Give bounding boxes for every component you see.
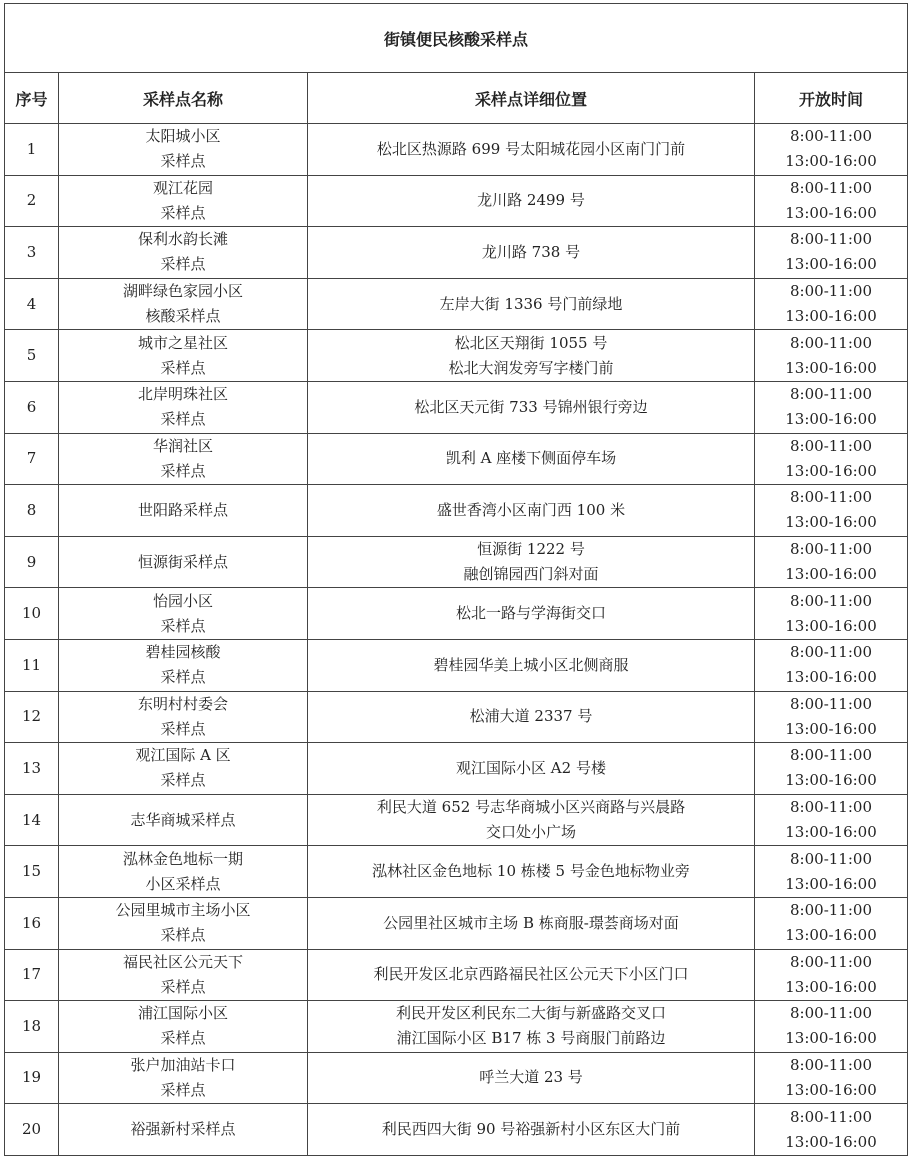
table-row bbox=[5, 691, 908, 743]
open-hours bbox=[755, 433, 908, 485]
site-location bbox=[308, 330, 755, 382]
table-row bbox=[5, 278, 908, 330]
open-hours-line: 8:00-11:00 bbox=[790, 282, 872, 301]
header-name: 采样点名称 bbox=[59, 73, 308, 124]
table-row bbox=[5, 175, 908, 227]
open-hours-line: 8:00-11:00 bbox=[790, 952, 872, 971]
site-location-line: 左岸大街 1336 号门前绿地 bbox=[439, 294, 623, 313]
row-index: 20 bbox=[5, 1104, 59, 1156]
site-name-line: 观江花园 bbox=[152, 178, 213, 197]
site-name-line: 采样点 bbox=[160, 255, 206, 274]
site-name-line: 恒源街采样点 bbox=[137, 552, 228, 571]
table-row bbox=[5, 1052, 908, 1104]
open-hours-line: 13:00-16:00 bbox=[785, 616, 877, 635]
site-location bbox=[308, 433, 755, 485]
open-hours-line: 13:00-16:00 bbox=[785, 1029, 877, 1048]
site-location-line: 松北区天元街 733 号锦州银行旁边 bbox=[414, 397, 648, 416]
open-hours bbox=[755, 227, 908, 279]
site-name-line: 泓林金色地标一期 bbox=[122, 849, 243, 868]
site-location-line: 松浦大道 2337 号 bbox=[469, 707, 593, 726]
site-location-line: 龙川路 2499 号 bbox=[477, 191, 585, 210]
open-hours-line: 8:00-11:00 bbox=[790, 746, 872, 765]
site-name-line: 采样点 bbox=[160, 461, 206, 480]
open-hours-line: 8:00-11:00 bbox=[790, 798, 872, 817]
table-row bbox=[5, 846, 908, 898]
row-index: 12 bbox=[5, 691, 59, 743]
table-row bbox=[5, 330, 908, 382]
site-name-line: 小区采样点 bbox=[145, 874, 221, 893]
site-name-line: 怡园小区 bbox=[152, 591, 213, 610]
site-name bbox=[59, 433, 308, 485]
site-location-line: 呼兰大道 23 号 bbox=[479, 1068, 583, 1087]
site-name-line: 采样点 bbox=[160, 410, 206, 429]
site-location bbox=[308, 588, 755, 640]
table-row bbox=[5, 639, 908, 691]
site-location bbox=[308, 1104, 755, 1156]
site-name-line: 采样点 bbox=[160, 616, 206, 635]
open-hours-line: 13:00-16:00 bbox=[785, 410, 877, 429]
open-hours-line: 8:00-11:00 bbox=[790, 1004, 872, 1023]
open-hours bbox=[755, 330, 908, 382]
site-name-line: 采样点 bbox=[160, 358, 206, 377]
site-name-line: 湖畔绿色家园小区 bbox=[122, 282, 243, 301]
site-name bbox=[59, 124, 308, 176]
table-title: 街镇便民核酸采样点 bbox=[5, 4, 908, 73]
site-name-line: 采样点 bbox=[160, 719, 206, 738]
site-name bbox=[59, 381, 308, 433]
site-name bbox=[59, 485, 308, 537]
site-name bbox=[59, 846, 308, 898]
site-location bbox=[308, 897, 755, 949]
header-hours: 开放时间 bbox=[755, 73, 908, 124]
site-location bbox=[308, 691, 755, 743]
title-row bbox=[5, 4, 908, 73]
open-hours-line: 8:00-11:00 bbox=[790, 127, 872, 146]
site-name-line: 采样点 bbox=[160, 152, 206, 171]
open-hours-line: 13:00-16:00 bbox=[785, 977, 877, 996]
open-hours-line: 8:00-11:00 bbox=[790, 849, 872, 868]
site-location-line: 松北大润发旁写字楼门前 bbox=[448, 358, 614, 377]
open-hours bbox=[755, 743, 908, 795]
open-hours-line: 8:00-11:00 bbox=[790, 385, 872, 404]
table-row bbox=[5, 588, 908, 640]
site-name-line: 城市之星社区 bbox=[137, 333, 228, 352]
open-hours-line: 13:00-16:00 bbox=[785, 461, 877, 480]
open-hours-line: 13:00-16:00 bbox=[785, 152, 877, 171]
row-index: 14 bbox=[5, 794, 59, 846]
site-name bbox=[59, 227, 308, 279]
site-location bbox=[308, 175, 755, 227]
site-name bbox=[59, 175, 308, 227]
site-name-line: 东明村村委会 bbox=[137, 694, 228, 713]
site-name-line: 采样点 bbox=[160, 1080, 206, 1099]
open-hours-line: 8:00-11:00 bbox=[790, 643, 872, 662]
open-hours bbox=[755, 1052, 908, 1104]
open-hours bbox=[755, 846, 908, 898]
open-hours bbox=[755, 588, 908, 640]
open-hours bbox=[755, 278, 908, 330]
site-name-line: 采样点 bbox=[160, 926, 206, 945]
open-hours bbox=[755, 794, 908, 846]
open-hours-line: 13:00-16:00 bbox=[785, 203, 877, 222]
row-index: 4 bbox=[5, 278, 59, 330]
site-name-line: 采样点 bbox=[160, 977, 206, 996]
site-name-line: 北岸明珠社区 bbox=[137, 385, 228, 404]
table-row bbox=[5, 124, 908, 176]
site-location-line: 浦江国际小区 B17 栋 3 号商服门前路边 bbox=[396, 1029, 666, 1048]
site-location-line: 松北一路与学海街交口 bbox=[455, 604, 606, 623]
open-hours-line: 13:00-16:00 bbox=[785, 1080, 877, 1099]
row-index: 1 bbox=[5, 124, 59, 176]
row-index: 3 bbox=[5, 227, 59, 279]
site-name-line: 核酸采样点 bbox=[145, 307, 221, 326]
table-row bbox=[5, 1001, 908, 1053]
open-hours-line: 8:00-11:00 bbox=[790, 436, 872, 455]
site-name-line: 裕强新村采样点 bbox=[130, 1120, 236, 1139]
table-row bbox=[5, 485, 908, 537]
site-name-line: 采样点 bbox=[160, 668, 206, 687]
site-location bbox=[308, 485, 755, 537]
site-location-line: 利民开发区北京西路福民社区公元天下小区门口 bbox=[373, 965, 689, 984]
site-location bbox=[308, 1052, 755, 1104]
site-name-line: 华润社区 bbox=[152, 436, 213, 455]
site-location bbox=[308, 846, 755, 898]
table-row bbox=[5, 433, 908, 485]
open-hours-line: 13:00-16:00 bbox=[785, 513, 877, 532]
row-index: 6 bbox=[5, 381, 59, 433]
site-location-line: 泓林社区金色地标 10 栋楼 5 号金色地标物业旁 bbox=[372, 862, 690, 881]
open-hours bbox=[755, 949, 908, 1001]
open-hours-line: 13:00-16:00 bbox=[785, 668, 877, 687]
table-row bbox=[5, 1104, 908, 1156]
open-hours bbox=[755, 897, 908, 949]
open-hours-line: 13:00-16:00 bbox=[785, 823, 877, 842]
open-hours-line: 8:00-11:00 bbox=[790, 178, 872, 197]
row-index: 9 bbox=[5, 536, 59, 588]
table-row bbox=[5, 227, 908, 279]
site-location bbox=[308, 794, 755, 846]
open-hours bbox=[755, 691, 908, 743]
open-hours bbox=[755, 175, 908, 227]
site-name bbox=[59, 1052, 308, 1104]
site-name-line: 太阳城小区 bbox=[145, 127, 221, 146]
site-location-line: 利民开发区利民东二大街与新盛路交叉口 bbox=[395, 1004, 666, 1023]
site-location-line: 盛世香湾小区南门西 100 米 bbox=[436, 500, 626, 519]
table-row bbox=[5, 794, 908, 846]
site-location-line: 凯利 A 座楼下侧面停车场 bbox=[445, 449, 617, 468]
open-hours bbox=[755, 124, 908, 176]
row-index: 16 bbox=[5, 897, 59, 949]
site-name bbox=[59, 588, 308, 640]
site-location-line: 观江国际小区 A2 号楼 bbox=[456, 758, 606, 777]
site-location-line: 碧桂园华美上城小区北侧商服 bbox=[433, 655, 629, 674]
row-index: 17 bbox=[5, 949, 59, 1001]
open-hours-line: 13:00-16:00 bbox=[785, 1132, 877, 1151]
site-name-line: 公园里城市主场小区 bbox=[115, 901, 251, 920]
site-name-line: 福民社区公元天下 bbox=[122, 952, 243, 971]
open-hours-line: 8:00-11:00 bbox=[790, 488, 872, 507]
site-location-line: 融创锦园西门斜对面 bbox=[463, 565, 599, 584]
open-hours-line: 13:00-16:00 bbox=[785, 926, 877, 945]
open-hours-line: 13:00-16:00 bbox=[785, 255, 877, 274]
header-row bbox=[5, 73, 908, 124]
site-location-line: 松北区天翔街 1055 号 bbox=[454, 333, 608, 352]
row-index: 13 bbox=[5, 743, 59, 795]
site-location-line: 利民大道 652 号志华商城小区兴商路与兴晨路 bbox=[376, 798, 686, 817]
site-location-line: 恒源街 1222 号 bbox=[477, 540, 585, 559]
site-name bbox=[59, 536, 308, 588]
row-index: 8 bbox=[5, 485, 59, 537]
table-row bbox=[5, 743, 908, 795]
open-hours-line: 13:00-16:00 bbox=[785, 719, 877, 738]
row-index: 15 bbox=[5, 846, 59, 898]
site-name-line: 浦江国际小区 bbox=[137, 1004, 228, 1023]
site-name bbox=[59, 278, 308, 330]
site-location bbox=[308, 743, 755, 795]
site-name-line: 志华商城采样点 bbox=[130, 810, 236, 829]
site-location bbox=[308, 278, 755, 330]
site-location-line: 松北区热源路 699 号太阳城花园小区南门门前 bbox=[376, 139, 686, 158]
open-hours bbox=[755, 1104, 908, 1156]
row-index: 11 bbox=[5, 639, 59, 691]
site-name-line: 张户加油站卡口 bbox=[130, 1055, 236, 1074]
site-name bbox=[59, 1001, 308, 1053]
site-name bbox=[59, 330, 308, 382]
row-index: 10 bbox=[5, 588, 59, 640]
open-hours-line: 13:00-16:00 bbox=[785, 874, 877, 893]
open-hours-line: 13:00-16:00 bbox=[785, 307, 877, 326]
site-name-line: 观江国际 A 区 bbox=[135, 746, 231, 765]
table-row bbox=[5, 381, 908, 433]
site-name bbox=[59, 949, 308, 1001]
row-index: 7 bbox=[5, 433, 59, 485]
table-row bbox=[5, 536, 908, 588]
site-name-line: 采样点 bbox=[160, 1029, 206, 1048]
open-hours-line: 8:00-11:00 bbox=[790, 591, 872, 610]
site-location-line: 利民西四大街 90 号裕强新村小区东区大门前 bbox=[381, 1120, 681, 1139]
site-location bbox=[308, 381, 755, 433]
open-hours-line: 8:00-11:00 bbox=[790, 230, 872, 249]
row-index: 18 bbox=[5, 1001, 59, 1053]
open-hours-line: 8:00-11:00 bbox=[790, 540, 872, 559]
table-row bbox=[5, 897, 908, 949]
open-hours bbox=[755, 1001, 908, 1053]
open-hours bbox=[755, 485, 908, 537]
site-location-line: 龙川路 738 号 bbox=[481, 242, 581, 261]
row-index: 19 bbox=[5, 1052, 59, 1104]
open-hours-line: 8:00-11:00 bbox=[790, 1107, 872, 1126]
site-location-line: 交口处小广场 bbox=[485, 823, 576, 842]
site-location-line: 公园里社区城市主场 B 栋商服-璟荟商场对面 bbox=[383, 913, 679, 932]
site-location bbox=[308, 639, 755, 691]
site-name bbox=[59, 1104, 308, 1156]
site-location bbox=[308, 227, 755, 279]
open-hours bbox=[755, 381, 908, 433]
open-hours-line: 8:00-11:00 bbox=[790, 333, 872, 352]
open-hours bbox=[755, 536, 908, 588]
row-index: 2 bbox=[5, 175, 59, 227]
site-name-line: 采样点 bbox=[160, 771, 206, 790]
header-location: 采样点详细位置 bbox=[308, 73, 755, 124]
open-hours-line: 13:00-16:00 bbox=[785, 771, 877, 790]
site-name-line: 保利水韵长滩 bbox=[137, 230, 228, 249]
site-name-line: 碧桂园核酸 bbox=[145, 643, 221, 662]
site-location bbox=[308, 949, 755, 1001]
site-name bbox=[59, 691, 308, 743]
open-hours-line: 8:00-11:00 bbox=[790, 1055, 872, 1074]
site-name-line: 采样点 bbox=[160, 203, 206, 222]
site-name bbox=[59, 743, 308, 795]
site-name bbox=[59, 639, 308, 691]
open-hours-line: 13:00-16:00 bbox=[785, 565, 877, 584]
open-hours-line: 8:00-11:00 bbox=[790, 694, 872, 713]
sampling-points-table bbox=[4, 3, 908, 1156]
row-index: 5 bbox=[5, 330, 59, 382]
site-name bbox=[59, 794, 308, 846]
site-location bbox=[308, 1001, 755, 1053]
open-hours bbox=[755, 639, 908, 691]
site-name bbox=[59, 897, 308, 949]
site-location bbox=[308, 536, 755, 588]
table-row bbox=[5, 949, 908, 1001]
open-hours-line: 8:00-11:00 bbox=[790, 901, 872, 920]
header-index: 序号 bbox=[5, 73, 59, 124]
site-location bbox=[308, 124, 755, 176]
site-name-line: 世阳路采样点 bbox=[137, 500, 228, 519]
open-hours-line: 13:00-16:00 bbox=[785, 358, 877, 377]
